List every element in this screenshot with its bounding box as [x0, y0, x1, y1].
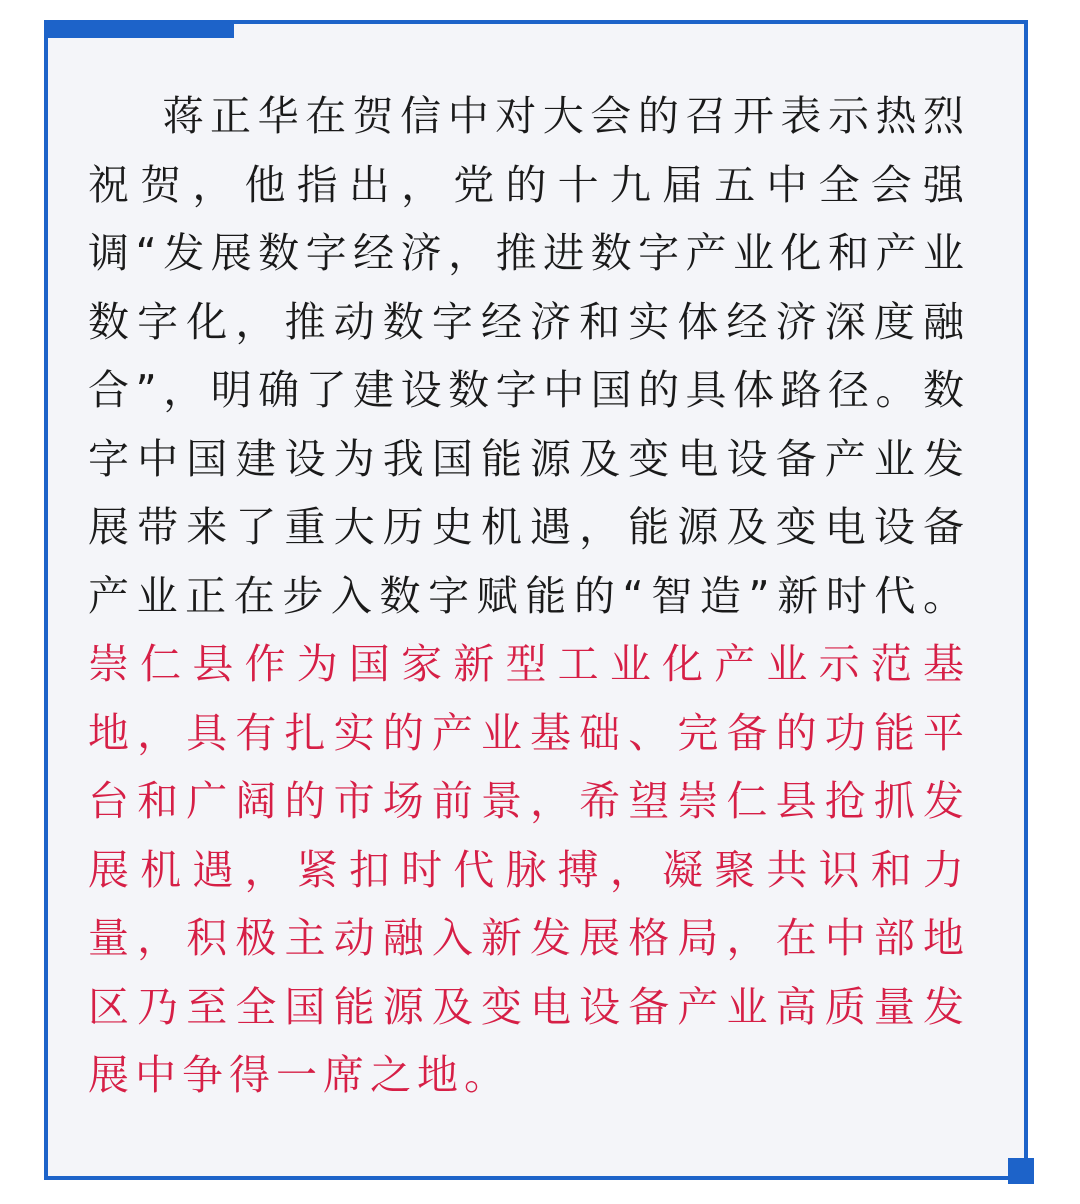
- frame-corner-accent-bottom-right: [1008, 1158, 1034, 1184]
- paragraph-highlighted-text: 崇仁县作为国家新型工业化产业示范基地，具有扎实的产业基础、完备的功能平台和广阔的市场前景，希望崇仁县抢抓发展机遇，紧扣时代脉搏，凝聚共识和力量，积极主动融入新发展格局，在中部地区乃至全国能源及变电设备产业高质量发展中争得一席之地。: [88, 640, 970, 1099]
- article-paragraph: [88, 82, 970, 1110]
- frame-corner-accent-top-left: [44, 20, 234, 38]
- paragraph-normal-text: 蒋正华在贺信中对大会的召开表示热烈祝贺，他指出，党的十九届五中全会强调“发展数字经济，推进数字产业化和产业数字化，推动数字经济和实体经济深度融合”，明确了建设数字中国的具体路径。数字中国建设为我国能源及变电设备产业发展带来了重大历史机遇，能源及变电设备产业正在步入数字赋能的“智造”新时代。: [88, 92, 970, 620]
